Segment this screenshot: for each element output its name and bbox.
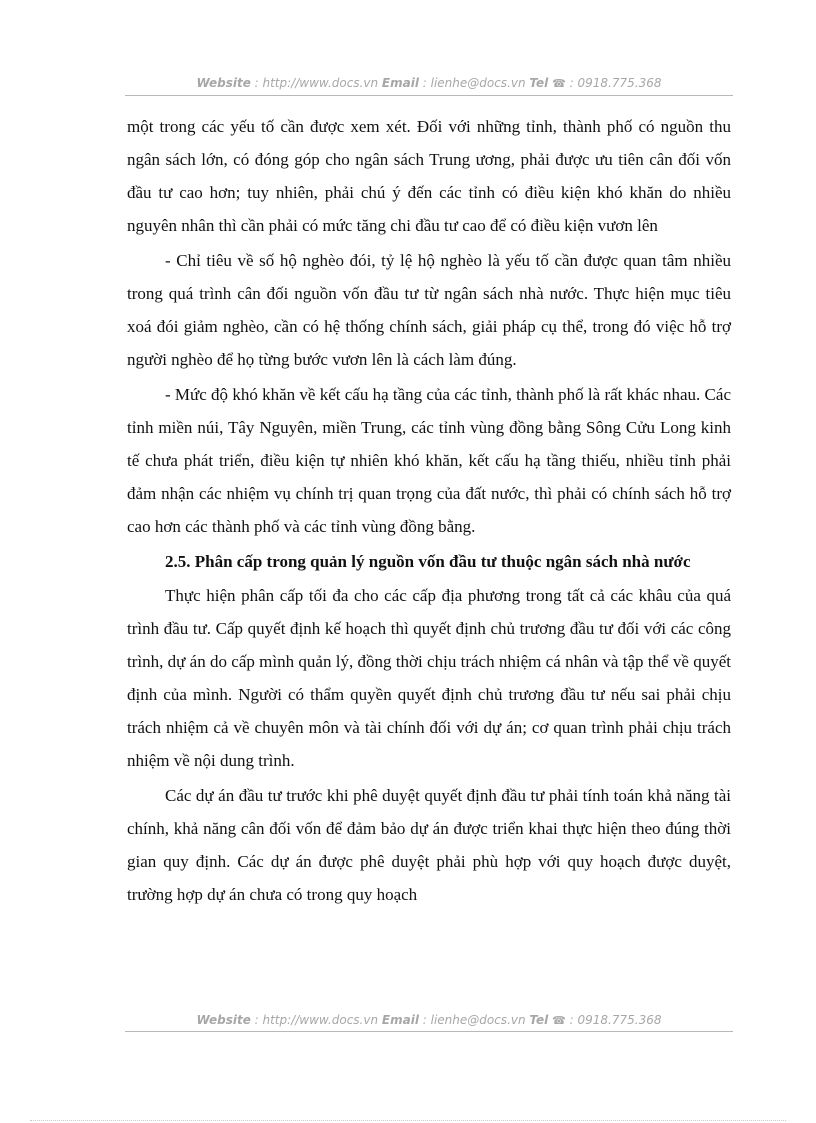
document-body	[127, 110, 731, 913]
footer-website-label: Website	[196, 1013, 251, 1027]
phone-icon: ☎	[552, 77, 566, 90]
header-website-value: : http://www.docs.vn	[250, 76, 382, 90]
footer-tel-label: Tel	[529, 1013, 549, 1027]
page-footer	[125, 1013, 733, 1027]
footer-tel-value: : 0918.775.368	[565, 1013, 662, 1027]
header-tel-value: : 0918.775.368	[565, 76, 662, 90]
paragraph-5: Các dự án đầu tư trước khi phê duyệt quyết định đầu tư phải tính toán khả năng tài chính, khả năng cân đối vốn để đảm bảo dự án được triển khai thực hiện theo đúng thời gian quy định. Các dự án được phê duyệt phải phù hợp với quy hoạch được duyệt, trường hợp dự án chưa có trong quy hoạch	[127, 786, 731, 904]
footer-email-label: Email	[381, 1013, 419, 1027]
header-website-label: Website	[196, 76, 251, 90]
header-tel-label: Tel	[529, 76, 549, 90]
page-header	[125, 76, 733, 90]
paragraph-3: - Mức độ khó khăn về kết cấu hạ tầng của các tỉnh, thành phố là rất khác nhau. Các tỉnh miền núi, Tây Nguyên, miền Trung, các tỉnh vùng đồng bằng Sông Cửu Long kinh tế chưa phát triển, điều kiện tự nhiên khó khăn, kết cấu hạ tầng thiếu, nhiều tỉnh phải đảm nhận các nhiệm vụ chính trị quan trọng của đất nước, thì phải có chính sách hỗ trợ cao hơn các thành phố và các tỉnh vùng đồng bằng.	[127, 385, 731, 536]
paragraph-1: một trong các yếu tố cần được xem xét. Đối với những tỉnh, thành phố có nguồn thu ngân sách lớn, có đóng góp cho ngân sách Trung ương, phải được ưu tiên cân đối vốn đầu tư cao hơn; tuy nhiên, phải chú ý đến các tỉnh có điều kiện khó khăn do nhiều nguyên nhân thì cần phải có mức tăng chi đầu tư cao để có điều kiện vươn lên	[127, 117, 731, 235]
footer-website-value: : http://www.docs.vn	[250, 1013, 382, 1027]
footer-email-value: : lienhe@docs.vn	[418, 1013, 530, 1027]
paragraph-2: - Chỉ tiêu về số hộ nghèo đói, tỷ lệ hộ nghèo là yếu tố cần được quan tâm nhiều trong quá trình cân đối nguồn vốn đầu tư từ ngân sách nhà nước. Thực hiện mục tiêu xoá đói giảm nghèo, cần có hệ thống chính sách, giải pháp cụ thể, trong đó việc hỗ trợ người nghèo để họ từng bước vươn lên là cách làm đúng.	[127, 251, 731, 369]
paragraph-4: Thực hiện phân cấp tối đa cho các cấp địa phương trong tất cả các khâu của quá trình đầu tư. Cấp quyết định kế hoạch thì quyết định chủ trương đầu tư đối với các công trình, dự án do cấp mình quản lý, đồng thời chịu trách nhiệm cá nhân và tập thể về quyết định của mình. Người có thẩm quyền quyết định chủ trương đầu tư nếu sai phải chịu trách nhiệm cả về chuyên môn và tài chính đối với dự án; cơ quan trình phải chịu trách nhiệm về nội dung trình.	[127, 586, 731, 770]
header-email-label: Email	[381, 76, 419, 90]
header-rule	[125, 95, 733, 96]
page-break-line	[30, 1120, 786, 1121]
phone-icon: ☎	[552, 1014, 566, 1027]
footer-rule	[125, 1031, 733, 1032]
section-heading: 2.5. Phân cấp trong quản lý nguồn vốn đầu tư thuộc ngân sách nhà nước	[165, 552, 691, 571]
header-email-value: : lienhe@docs.vn	[418, 76, 530, 90]
